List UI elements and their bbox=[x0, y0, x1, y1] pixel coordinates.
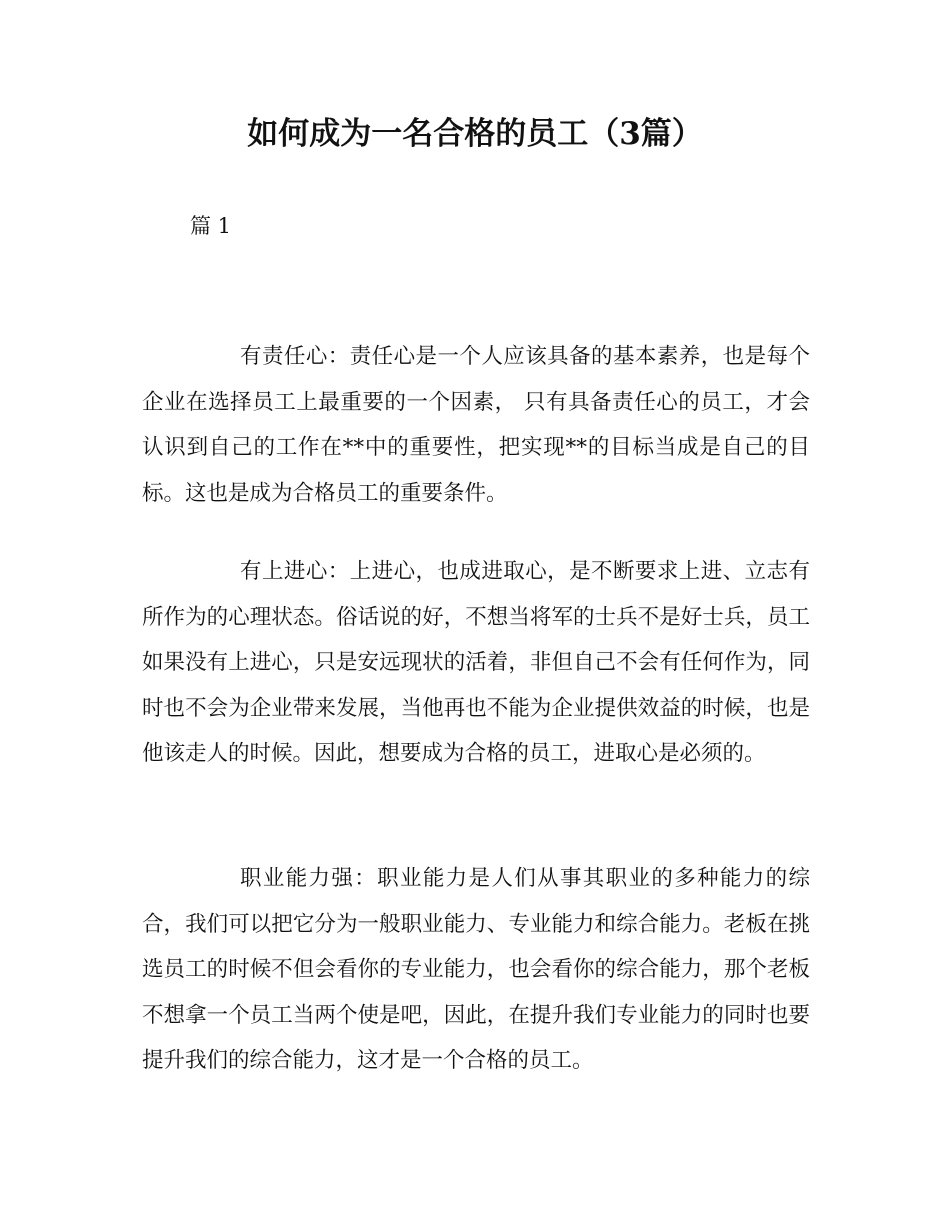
section-label: 篇 1 bbox=[190, 214, 232, 238]
paragraph-professional-ability: 职业能力强：职业能力是人们从事其职业的多种能力的综合，我们可以把它分为一般职业能力、专业能力和综合能力。老板在挑选员工的时候不但会看你的专业能力，也会看你的综合能力，那个老板不想拿一个员工当两个使是吧，因此，在提升我们专业能力的同时也要提升我们的综合能力，这才是一个合格的员工。 bbox=[142, 866, 810, 1073]
paragraph-responsibility: 有责任心：责任心是一个人应该具备的基本素养，也是每个企业在选择员工上最重要的一个因素， 只有具备责任心的员工，才会认识到自己的工作在**中的重要性，把实现**的目标当成是自己的目标。这也是成为合格员工的重要条件。 bbox=[142, 344, 810, 506]
paragraph-ambition: 有上进心：上进心，也成进取心，是不断要求上进、立志有所作为的心理状态。俗话说的好，不想当将军的士兵不是好士兵，员工如果没有上进心，只是安远现状的活着，非但自己不会有任何作为，同时也不会为企业带来发展，当他再也不能为企业提供效益的时候，也是他该走人的时候。因此，想要成为合格的员工，进取心是必须的。 bbox=[142, 559, 810, 766]
document-title: 如何成为一名合格的员工（3篇） bbox=[247, 116, 703, 152]
